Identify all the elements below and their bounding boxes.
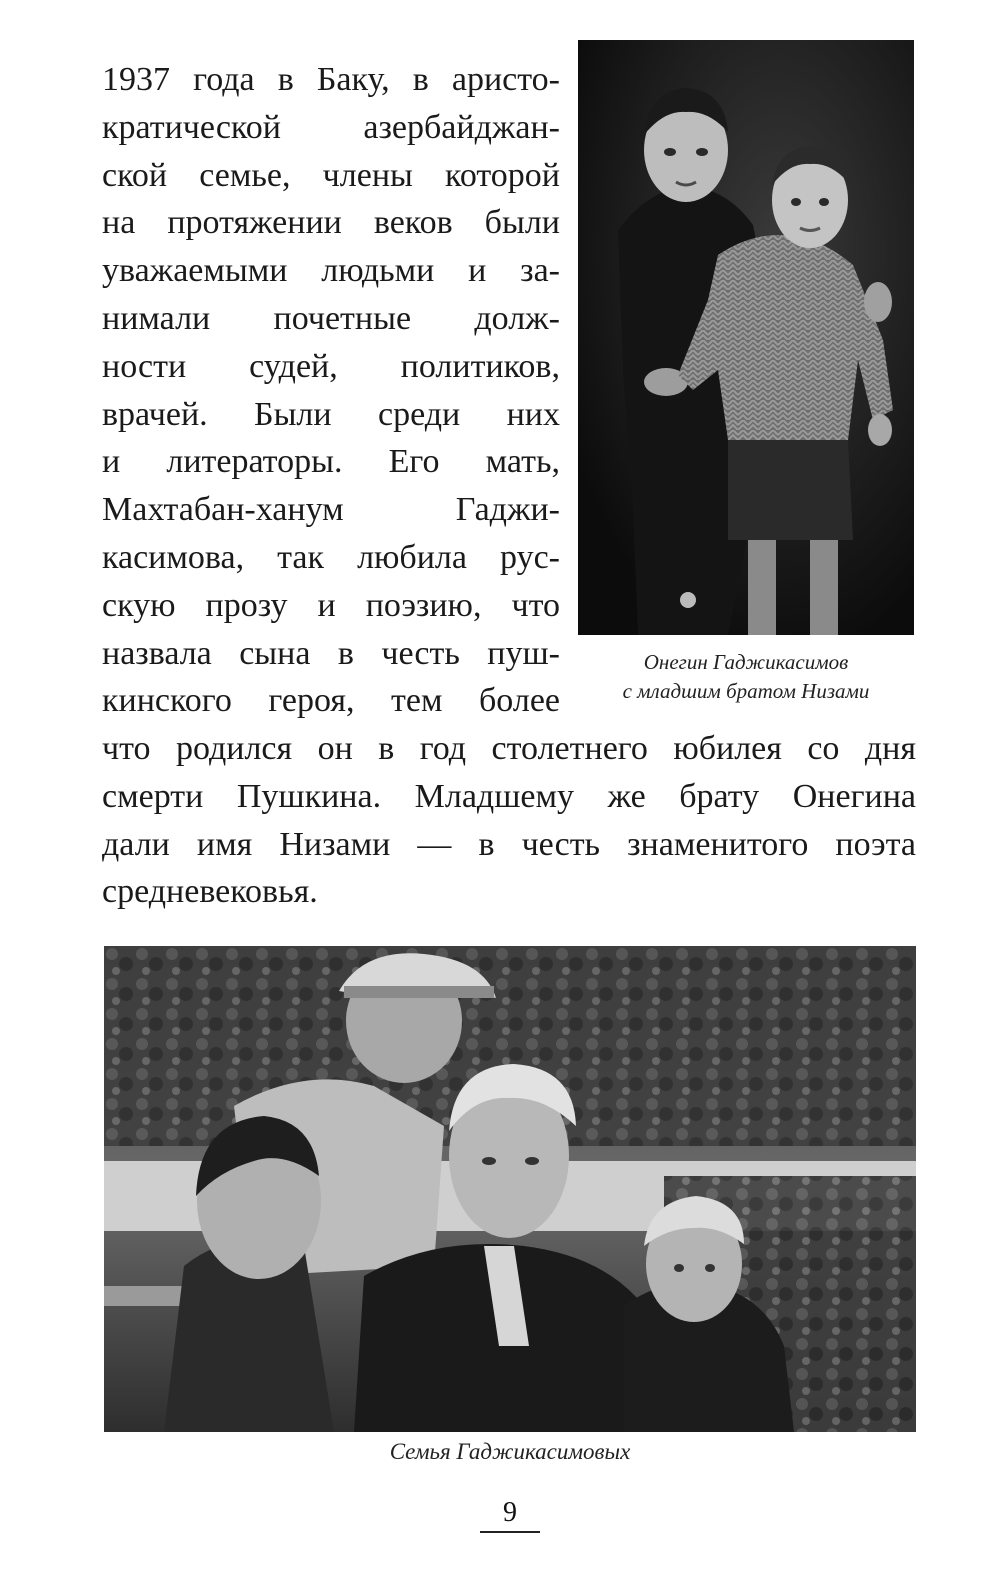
text-line: нимали почетные долж-: [102, 299, 560, 337]
text-line: назвала сына в честь пуш-: [102, 634, 560, 672]
text-line: уважаемыми людьми и за-: [102, 252, 560, 290]
photo-family-caption: Семья Гаджикасимовых: [389, 1439, 631, 1464]
text-line: смерти Пушкина. Младшему же брату Онегина: [102, 777, 916, 815]
text-line: кинского героя, тем более: [102, 682, 560, 720]
text-line: ности судей, политиков,: [102, 347, 560, 385]
caption-line: Онегин Гаджикасимов: [643, 650, 849, 674]
paragraph-wide: [102, 725, 916, 916]
photo-family-image: [104, 946, 916, 1432]
text-line: на протяжении веков были: [102, 204, 560, 242]
text-line: и литераторы. Его мать,: [102, 443, 560, 481]
caption-line: с младшим братом Низами: [622, 679, 870, 703]
photo-family: [104, 946, 916, 1432]
text-line: кратической азербайджан-: [102, 108, 560, 146]
text-line: что родился он в год столетнего юбилея со дня: [102, 730, 916, 767]
text-line: касимова, так любила рус-: [102, 538, 560, 576]
paragraph-narrow: [102, 56, 560, 725]
photo-two-brothers-image: [578, 40, 914, 635]
text-line: ской семье, члены которой: [102, 156, 560, 194]
photo-two-brothers-caption: [578, 648, 914, 706]
text-line: дали имя Низами — в честь знаменитого поэта: [102, 825, 916, 863]
page-number-rule: [480, 1531, 540, 1533]
text-line: средневековья.: [102, 873, 318, 911]
text-line: скую прозу и поэзию, что: [102, 586, 560, 624]
text-line: Махтабан-ханум Гаджи-: [102, 491, 560, 529]
photo-two-brothers: [578, 40, 914, 635]
page-number: 9: [503, 1497, 517, 1528]
text-line: 1937 года в Баку, в аристо-: [102, 61, 560, 98]
text-line: врачей. Были среди них: [102, 395, 560, 433]
